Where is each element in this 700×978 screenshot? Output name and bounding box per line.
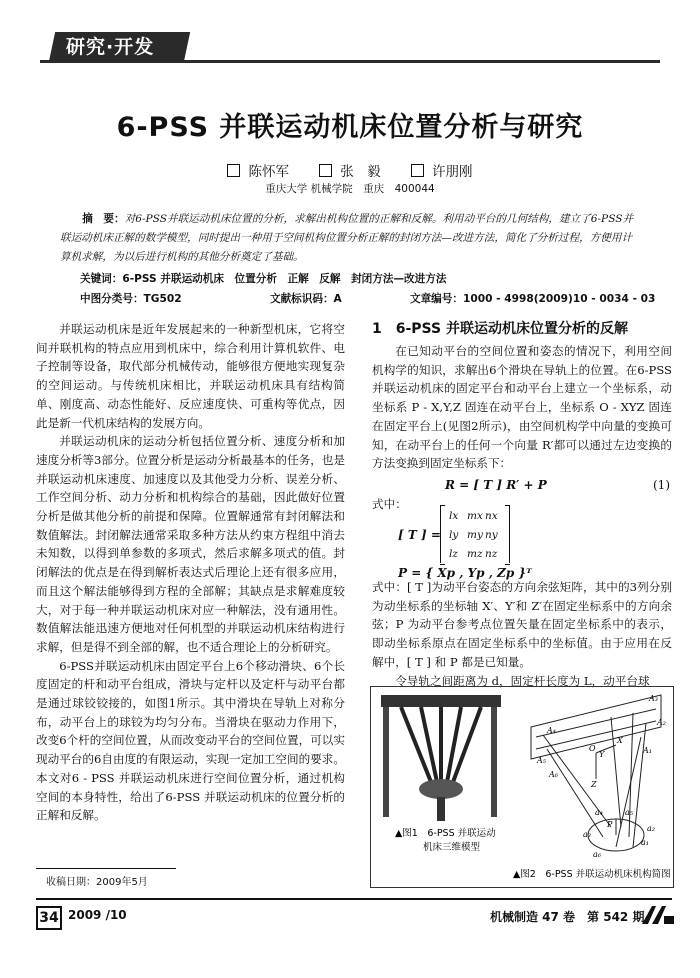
- fig2-label: P: [607, 820, 613, 829]
- fig2-label: Z: [591, 780, 597, 789]
- matrix-entry: nz: [485, 548, 498, 560]
- matrix-entry: nx: [485, 510, 498, 522]
- fig2-strut: [547, 749, 603, 837]
- fig2-label: O: [589, 744, 596, 753]
- section-tag-label: 研究·开发: [66, 36, 155, 58]
- fig2-label: A₂: [657, 718, 666, 727]
- matrix-entry: lx: [449, 510, 459, 522]
- equation-number: (1): [653, 478, 670, 492]
- fig2-label: A₅: [537, 756, 546, 765]
- author-name: 陈怀军: [248, 164, 289, 180]
- fig2-caption: ▲图2 6-PSS 并联运动机床机构简图: [513, 869, 671, 880]
- fig2-label: a₃: [583, 830, 591, 839]
- fig2-label: A₃: [649, 694, 658, 703]
- fig2-strut: [616, 737, 641, 847]
- author-marker-icon: [319, 164, 332, 177]
- fig2-label: a₅: [625, 808, 633, 817]
- document-code: 文献标识码：A: [270, 293, 342, 305]
- fig2-label: Y: [599, 750, 605, 759]
- fig2-label: A₄: [547, 726, 556, 735]
- fig1-caption-line2: 机床三维模型: [423, 842, 481, 853]
- author-name: 张 毅: [340, 164, 381, 180]
- footnote-rule: [36, 868, 176, 869]
- page-title: 6-PSS 并联运动机床位置分析与研究: [116, 112, 584, 143]
- paragraph: 式中：[ T ]为动平台姿态的方向余弦矩阵，其中的3列分别为动坐标系的坐标轴 X′、Y′和 Z′在固定坐标系中的方向余弦；P 为动平台参考点位置矢量在固定坐标系中的表示，即动坐标系原点在固定坐标系中的坐标值。由于应用在反解中，[ T ] 和 P 都是已知量。: [372, 580, 672, 669]
- figure-2-mechanism-diagram: [371, 687, 673, 887]
- authors: [0, 160, 700, 180]
- fig2-label: a₂: [647, 824, 655, 833]
- matrix-entry: mz: [467, 548, 483, 560]
- matrix-entry: my: [467, 529, 483, 541]
- fig2-label: A₆: [549, 770, 558, 779]
- matrix-entry: ly: [449, 529, 459, 541]
- matrix-bracket-left: [440, 505, 445, 565]
- page-number: 34: [36, 906, 62, 930]
- author-name: 许朋刚: [432, 164, 473, 180]
- class-number: 中图分类号：TG502: [80, 293, 182, 305]
- article-number: 文章编号：1000 - 4998(2009)10 - 0034 - 03: [410, 293, 656, 305]
- abstract: [60, 210, 640, 267]
- author-marker-icon: [411, 164, 424, 177]
- paragraph: 在已知动平台的空间位置和姿态的情况下，利用空间机构学的知识，求解出6个滑块在导轨上的位置。在6-PSS 并联运动机床的固定平台和动平台上建立一个坐标系，动坐标系 P - X,Y,Z 固连在动平台上，坐标系 O - XYZ 固连在固定平台上(见图2所示)，由空间机构学中向量的变换可知，在动平台上的任何一个向量 R′都可以通过左边变换的方法变换到固定坐标系下：: [372, 344, 672, 471]
- left-column: [36, 320, 345, 825]
- section-heading: 1 6-PSS 并联运动机床位置分析的反解: [372, 321, 628, 337]
- paragraph: 并联运动机床的运动分析包括位置分析、速度分析和加速度分析等3部分。位置分析是运动分析最基本的任务，也是并联运动机床速度、加速度以及其他受力分析、误差分析、工作空间分析、动力分析和机构综合的基础，因此做好位置分析是做其他分析的前提和保障。位置解通常有封闭解法和数值解法。封闭解法通常采取多种方法从约束方程组中消去未知数，以得到单参数的多项式，然后求解多项式的值。封闭解法的优点是在得到解析表达式后理论上还有很多应用，而且这个解法能够得到方程的全部解；其缺点是求解难度较大，对于每一种并联运动机床对应一种解法，没有通用性。数值解法能迅速方便地对任何机型的并联运动机床结构进行求解，但是得不到全部的解，也不适合理论上的分析研究。: [36, 434, 345, 654]
- journal-name: 机械制造 47 卷 第 542 期: [490, 910, 645, 924]
- right-column-mid: [372, 578, 672, 690]
- affiliation: 重庆大学 机械学院 重庆 400044: [265, 183, 435, 195]
- equation-p: P = { Xp , Yp , Zp }ᵀ: [398, 566, 532, 580]
- where-label: 式中：: [372, 497, 407, 511]
- equation-1: R = [ T ] R′ + P: [445, 478, 547, 492]
- fig2-label: a₁: [641, 838, 649, 847]
- fig2-label: a₆: [593, 850, 601, 859]
- fig1-caption-line1: ▲图1 6-PSS 并联运动: [395, 828, 496, 839]
- paragraph: 6-PSS并联运动机床由固定平台上6个移动滑块、6个长度固定的杆和动平台组成，滑块与定杆以及定杆与动平台都是通过球铰铰接的，如图1所示。其中滑块在导轨上对称分布，动平台上的球铰为均匀分布。当滑块在驱动力作用下，改变6个杆的空间位置，从而改变动平台的空间位置，可以实现动平台的6自由度的有限运动，实现一定加工空间的要求。本文对6 - PSS 并联运动机床进行空间位置分析，通过机构空间的本身特性，给出了6-PSS 并联运动机床的位置分析的正解和反解。: [36, 658, 345, 823]
- fig2-strut: [611, 717, 621, 827]
- matrix-entry: mx: [467, 510, 483, 522]
- footer-rule: [36, 898, 672, 900]
- right-column-top: [372, 342, 672, 473]
- fig2-label: A₁: [643, 746, 652, 755]
- received-date: 收稿日期：2009年5月: [46, 877, 148, 888]
- fig2-label: X: [617, 736, 623, 745]
- abstract-text: 对6-PSS并联运动机床位置的分析，求解出机构位置的正解和反解。利用动平台的几何结构，建立了6-PSS并联运动机床正解的数学模型，同时提出一种用于空间机构位置分析正解的封闭方法—改进方法，简化了分析过程，方便用计算机求解，为以后进行机构的其他分析奠定了基础。: [60, 213, 634, 263]
- matrix: [440, 505, 510, 563]
- matrix-grid: [449, 507, 503, 564]
- author-marker-icon: [227, 164, 240, 177]
- matrix-lhs: [ T ] =: [398, 528, 441, 542]
- header-rule: [40, 60, 660, 63]
- section-tag: [49, 32, 190, 62]
- fig2-label: a₄: [595, 808, 603, 817]
- matrix-entry: ny: [485, 529, 498, 541]
- matrix-bracket-right: [505, 505, 510, 565]
- abstract-label: 摘 要：: [82, 213, 125, 225]
- figure-box: [370, 686, 674, 888]
- paragraph: 令导轨之间距离为 d，固定杆长度为 L，动平台球: [395, 673, 650, 688]
- matrix-entry: lz: [449, 548, 458, 560]
- paragraph: 并联运动机床是近年发展起来的一种新型机床，它将空间并联机构的特点应用到机床中，综合利用计算机软件、电子控制等设备，取代部分机械传动，能够很方便地实现复杂的空间运动。与传统机床相比，并联运动机床具有结构简单、刚度高、动态性能好、反应速度快、可重构等优点，因此是新一代机床结构的发展方向。: [36, 322, 345, 430]
- issue-date: 2009 /10: [68, 908, 127, 922]
- keywords: 关键词：6-PSS 并联运动机床 位置分析 正解 反解 封闭方法—改进方法: [80, 273, 447, 285]
- journal-logo-icon: [640, 902, 676, 926]
